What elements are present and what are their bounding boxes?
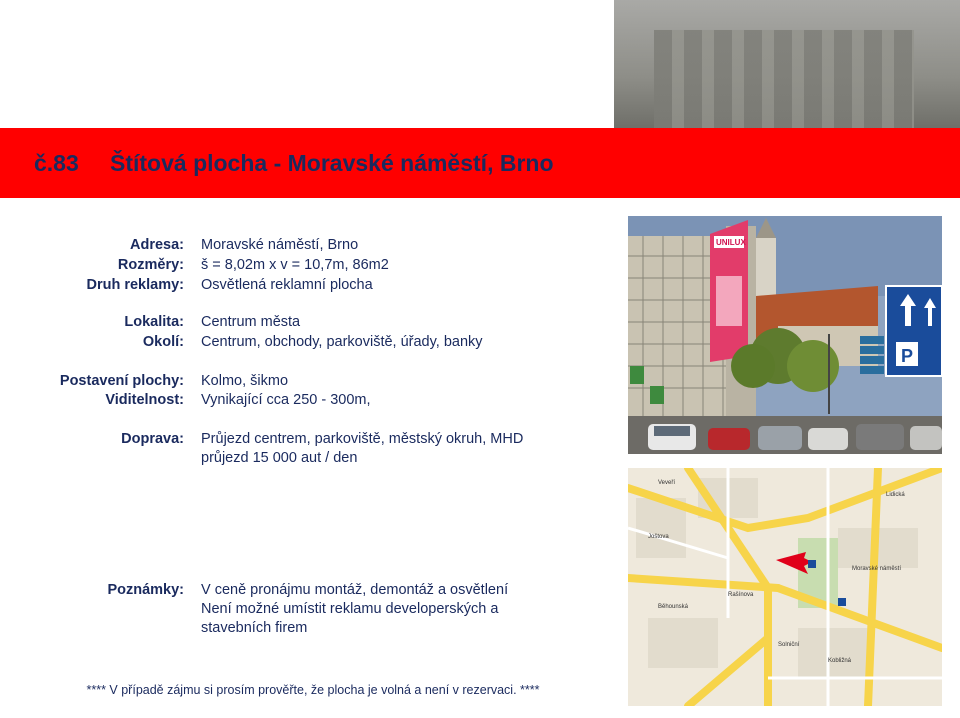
- map-label-behounska: Běhounská: [658, 604, 689, 610]
- location-map: [628, 468, 942, 706]
- label-address: Adresa:: [130, 237, 184, 253]
- value-notes-line2: Není možné umístit reklamu developerských a: [201, 601, 499, 617]
- label-dimensions: Rozměry:: [117, 257, 184, 273]
- availability-note: **** V případě zájmu si prosím prověřte, že plocha je volná a není v rezervaci. ****: [86, 683, 540, 697]
- building-facade: [654, 30, 914, 128]
- map-label-koblizna: Kobližná: [828, 658, 852, 664]
- label-ad-type: Druh reklamy:: [86, 277, 184, 293]
- billboard-photo: [628, 216, 942, 454]
- value-visibility: Vynikající cca 250 - 300m,: [201, 392, 371, 408]
- map-label-solnicni: Solniční: [778, 642, 800, 648]
- value-traffic-count: průjezd 15 000 aut / den: [201, 450, 358, 466]
- map-label-lidicka: Lidická: [886, 492, 905, 498]
- value-placement: Kolmo, šikmo: [201, 373, 289, 389]
- billboard-photo-drawing: [628, 216, 942, 454]
- page-title: Štítová plocha - Moravské náměstí, Brno: [110, 150, 554, 176]
- map-label-square: Moravské náměstí: [852, 566, 902, 572]
- value-notes: V ceně pronájmu montáž, demontáž a osvětlení: [201, 582, 509, 598]
- svg-text:P: P: [901, 346, 914, 366]
- label-locality: Lokalita:: [124, 314, 184, 330]
- sheet-number: č.83: [34, 150, 79, 176]
- label-notes: Poznámky:: [107, 582, 184, 598]
- map-label-veveri: Veveří: [658, 480, 676, 486]
- label-placement: Postavení plochy:: [59, 373, 184, 389]
- value-notes-line3: stavebních firem: [201, 620, 308, 636]
- label-surroundings: Okolí:: [142, 334, 184, 350]
- value-dimensions: š = 8,02m x v = 10,7m, 86m2: [201, 257, 389, 273]
- value-traffic: Průjezd centrem, parkoviště, městský okruh, MHD: [201, 431, 524, 447]
- value-address: Moravské náměstí, Brno: [201, 237, 359, 253]
- map-label-rasinova: Rašínova: [728, 592, 754, 598]
- previous-page-photo: [614, 0, 960, 128]
- map-label-jostova: Joštova: [648, 534, 669, 540]
- label-traffic: Doprava:: [121, 431, 184, 447]
- billboard-brand-text: UNILUX: [716, 238, 746, 247]
- value-surroundings: Centrum, obchody, parkoviště, úřady, banky: [201, 334, 483, 350]
- location-map-drawing: [628, 468, 942, 706]
- value-locality: Centrum města: [201, 314, 301, 330]
- label-visibility: Viditelnost:: [105, 392, 184, 408]
- value-ad-type: Osvětlená reklamní plocha: [201, 277, 373, 293]
